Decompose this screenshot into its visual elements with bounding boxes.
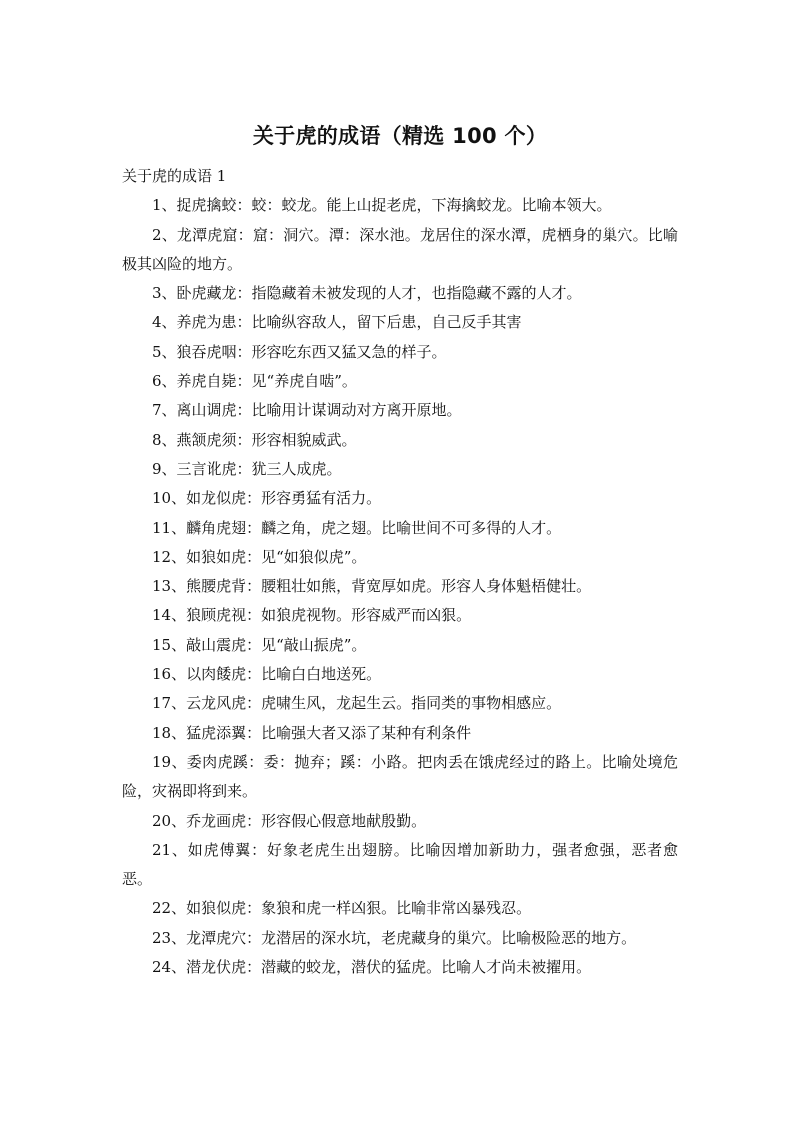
idiom-entry: 2、龙潭虎窟：窟：洞穴。潭：深水池。龙居住的深水潭，虎栖身的巢穴。比喻极其凶险的地方。 xyxy=(122,225,678,273)
idiom-entry: 19、委肉虎蹊：委：抛弃；蹊：小路。把肉丢在饿虎经过的路上。比喻处境危险，灾祸即将到来。 xyxy=(122,752,678,801)
idiom-entry: 4、养虎为患：比喻纵容敌人，留下后患，自己反手其害 xyxy=(152,313,522,332)
idiom-entry: 13、熊腰虎背：腰粗壮如熊，背宽厚如虎。形容人身体魁梧健壮。 xyxy=(152,577,592,596)
idiom-entry: 8、燕颔虎须：形容相貌威武。 xyxy=(152,430,357,449)
section-subtitle: 关于虎的成语 1 xyxy=(122,167,227,185)
idiom-entry: 16、以肉餧虎：比喻白白地送死。 xyxy=(152,665,382,684)
idiom-entry: 17、云龙风虎：虎啸生风，龙起生云。指同类的事物相感应。 xyxy=(152,694,562,713)
page-title: 关于虎的成语（精选 100 个） xyxy=(252,124,548,148)
idiom-entry: 6、养虎自毙：见“养虎自啮”。 xyxy=(152,372,357,391)
idiom-entry: 18、猛虎添翼：比喻强大者又添了某种有利条件 xyxy=(152,723,472,742)
idiom-entry: 7、离山调虎：比喻用计谋调动对方离开原地。 xyxy=(152,401,462,420)
idiom-entry: 5、狼吞虎咽：形容吃东西又猛又急的样子。 xyxy=(152,342,447,361)
idiom-entry: 14、狼顾虎视：如狼虎视物。形容威严而凶狠。 xyxy=(152,606,472,625)
idiom-entry: 3、卧虎藏龙：指隐藏着未被发现的人才，也指隐藏不露的人才。 xyxy=(152,284,582,303)
idiom-entry: 20、乔龙画虎：形容假心假意地献殷勤。 xyxy=(152,811,427,830)
idiom-entry: 12、如狼如虎：见“如狼似虎”。 xyxy=(152,547,367,566)
document-body xyxy=(122,162,678,982)
idiom-entry: 11、麟角虎翅：麟之角，虎之翅。比喻世间不可多得的人才。 xyxy=(152,518,562,537)
idiom-entry: 9、三言讹虎：犹三人成虎。 xyxy=(152,459,342,478)
idiom-entry: 1、捉虎擒蛟：蛟：蛟龙。能上山捉老虎，下海擒蛟龙。比喻本领大。 xyxy=(152,196,612,215)
idiom-entry: 21、如虎傅翼：好象老虎生出翅膀。比喻因增加新助力，强者愈强，恶者愈恶。 xyxy=(122,840,678,889)
idiom-entry: 24、潜龙伏虎：潜藏的蛟龙，潜伏的猛虎。比喻人才尚未被擢用。 xyxy=(152,958,592,977)
idiom-entry: 23、龙潭虎穴：龙潜居的深水坑，老虎藏身的巢穴。比喻极险恶的地方。 xyxy=(152,928,637,947)
idiom-entry: 22、如狼似虎：象狼和虎一样凶狠。比喻非常凶暴残忍。 xyxy=(152,899,532,918)
idiom-entry: 15、敲山震虎：见“敲山振虎”。 xyxy=(152,635,367,654)
idiom-entry: 10、如龙似虎：形容勇猛有活力。 xyxy=(152,489,382,508)
